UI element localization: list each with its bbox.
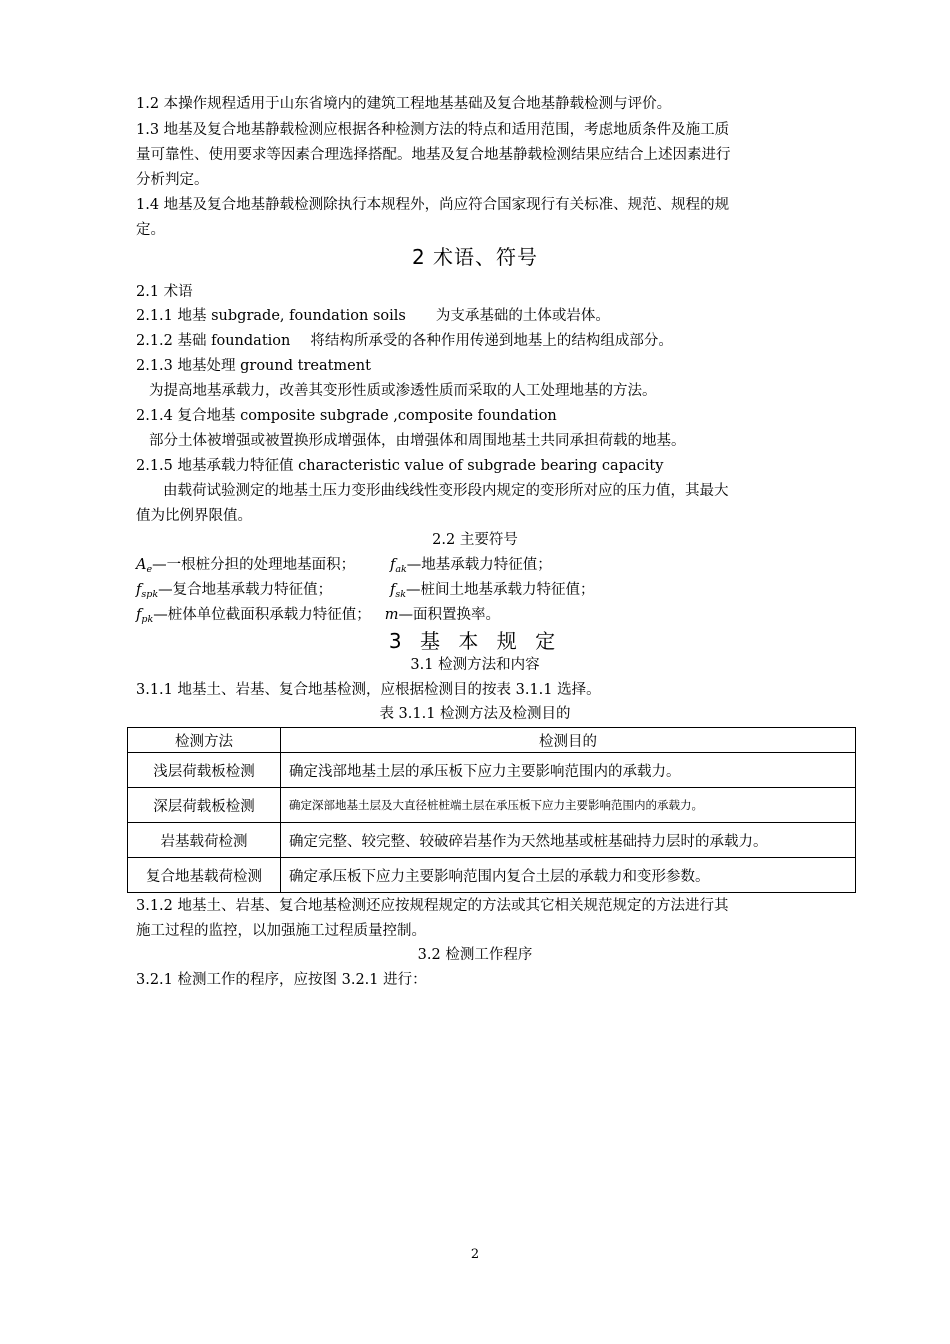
detection-methods-table <box>127 727 856 893</box>
section-2-1: 2.1 术语 <box>136 284 193 300</box>
symbol-fspk-sub: spk <box>141 589 159 600</box>
term-2-1-3-def: 为提高地基承载力，改善其变形性质或渗透性质而采取的人工处理地基的方法。 <box>149 383 657 399</box>
symbol-fsk-sub: sk <box>395 589 407 600</box>
symbol-ae-desc: —一根桩分担的处理地基面积； <box>152 557 356 573</box>
table-cell-method: 岩基载荷检测 <box>128 823 281 858</box>
clause-1-3-line3: 分析判定。 <box>136 172 209 188</box>
table-row <box>128 823 856 858</box>
term-2-1-5-def-line2: 值为比例界限值。 <box>136 508 252 524</box>
term-2-1-5-def-line1: 由载荷试验测定的地基土压力变形曲线线性变形段内规定的变形所对应的压力值，其最大 <box>163 483 729 499</box>
term-2-1-2-def: 将结构所承受的各种作用传递到地基上的结构组成部分。 <box>310 333 673 349</box>
symbol-ae: A <box>136 557 147 573</box>
symbol-m-desc: —面积置换率。 <box>398 607 500 623</box>
table-header-purpose: 检测目的 <box>281 728 856 753</box>
symbol-m: m <box>384 607 399 623</box>
table-cell-purpose: 确定深部地基土层及大直径桩桩端土层在承压板下应力主要影响范围内的承载力。 <box>281 788 856 823</box>
term-2-1-1 <box>136 306 826 326</box>
table-cell-purpose: 确定承压板下应力主要影响范围内复合土层的承载力和变形参数。 <box>281 858 856 893</box>
table-cell-purpose: 确定完整、较完整、较破碎岩基作为天然地基或桩基础持力层时的承载力。 <box>281 823 856 858</box>
symbol-row-2 <box>136 580 826 605</box>
section-2-2: 2.2 主要符号 <box>432 532 518 548</box>
symbol-fsk: f <box>390 582 396 598</box>
table-header-method: 检测方法 <box>128 728 281 753</box>
clause-3-2-1: 3.2.1 检测工作的程序，应按图 3.2.1 进行： <box>136 972 427 988</box>
symbol-fspk-desc: —复合地基承载力特征值； <box>158 582 333 598</box>
symbol-fak-desc: —地基承载力特征值； <box>406 557 552 573</box>
term-2-1-4: 2.1.4 复合地基 composite subgrade ,composite foundation <box>136 408 557 424</box>
symbol-row-1 <box>136 555 826 580</box>
symbol-fpk-sub: pk <box>141 614 154 625</box>
term-2-1-1-def: 为支承基础的土体或岩体。 <box>435 308 610 324</box>
term-2-1-4-def: 部分土体被增强或被置换形成增强体，由增强体和周围地基土共同承担荷载的地基。 <box>149 433 686 449</box>
clause-1-2: 1.2 本操作规程适用于山东省境内的建筑工程地基基础及复合地基静载检测与评价。 <box>136 96 672 112</box>
clause-1-4-line1: 1.4 地基及复合地基静载检测除执行本规程外，尚应符合国家现行有关标准、规范、规程的规 <box>136 197 730 213</box>
clause-1-3-line2: 量可靠性、使用要求等因素合理选择搭配。地基及复合地基静载检测结果应结合上述因素进行 <box>136 147 731 163</box>
term-2-1-1-name: 2.1.1 地基 subgrade, foundation soils <box>136 308 406 324</box>
clause-1-3-line1: 1.3 地基及复合地基静载检测应根据各种检测方法的特点和适用范围，考虑地质条件及施工质 <box>136 122 730 138</box>
term-2-1-3: 2.1.3 地基处理 ground treatment <box>136 358 371 374</box>
term-2-1-2 <box>136 331 826 351</box>
table-cell-method: 深层荷载板检测 <box>128 788 281 823</box>
clause-3-1-2-line2: 施工过程的监控，以加强施工过程质量控制。 <box>136 923 426 939</box>
table-caption: 表 3.1.1 检测方法及检测目的 <box>379 706 571 722</box>
term-2-1-5: 2.1.5 地基承载力特征值 characteristic value of subgrade bearing capacity <box>136 458 664 474</box>
table-cell-method: 浅层荷载板检测 <box>128 753 281 788</box>
table-cell-purpose: 确定浅部地基土层的承压板下应力主要影响范围内的承载力。 <box>281 753 856 788</box>
chapter-3-heading: 3 基 本 规 定 <box>388 629 562 653</box>
symbol-fpk: f <box>136 607 142 623</box>
symbol-fspk: f <box>136 582 142 598</box>
table-cell-method: 复合地基载荷检测 <box>128 858 281 893</box>
clause-3-1-2-line1: 3.1.2 地基土、岩基、复合地基检测还应按规程规定的方法或其它相关规范规定的方法进行其 <box>136 898 729 914</box>
symbol-row-3 <box>136 605 826 630</box>
section-3-2: 3.2 检测工作程序 <box>417 947 533 963</box>
term-2-1-2-name: 2.1.2 基础 foundation <box>136 333 291 349</box>
table-row <box>128 753 856 788</box>
table-row <box>128 858 856 893</box>
clause-1-4-line2: 定。 <box>136 222 165 238</box>
chapter-2-heading: 2 术语、符号 <box>411 245 539 269</box>
table-header-row <box>128 728 856 753</box>
symbol-ae-sub: e <box>146 564 153 575</box>
symbol-fsk-desc: —桩间土地基承载力特征值； <box>406 582 595 598</box>
clause-3-1-1: 3.1.1 地基土、岩基、复合地基检测，应根据检测目的按表 3.1.1 选择。 <box>136 682 601 698</box>
symbol-fak: f <box>390 557 396 573</box>
symbol-fak-sub: ak <box>395 564 407 575</box>
section-3-1: 3.1 检测方法和内容 <box>410 657 540 673</box>
table-row <box>128 788 856 823</box>
page-number: 2 <box>470 1247 480 1262</box>
symbol-fpk-desc: —桩体单位截面积承载力特征值； <box>153 607 371 623</box>
